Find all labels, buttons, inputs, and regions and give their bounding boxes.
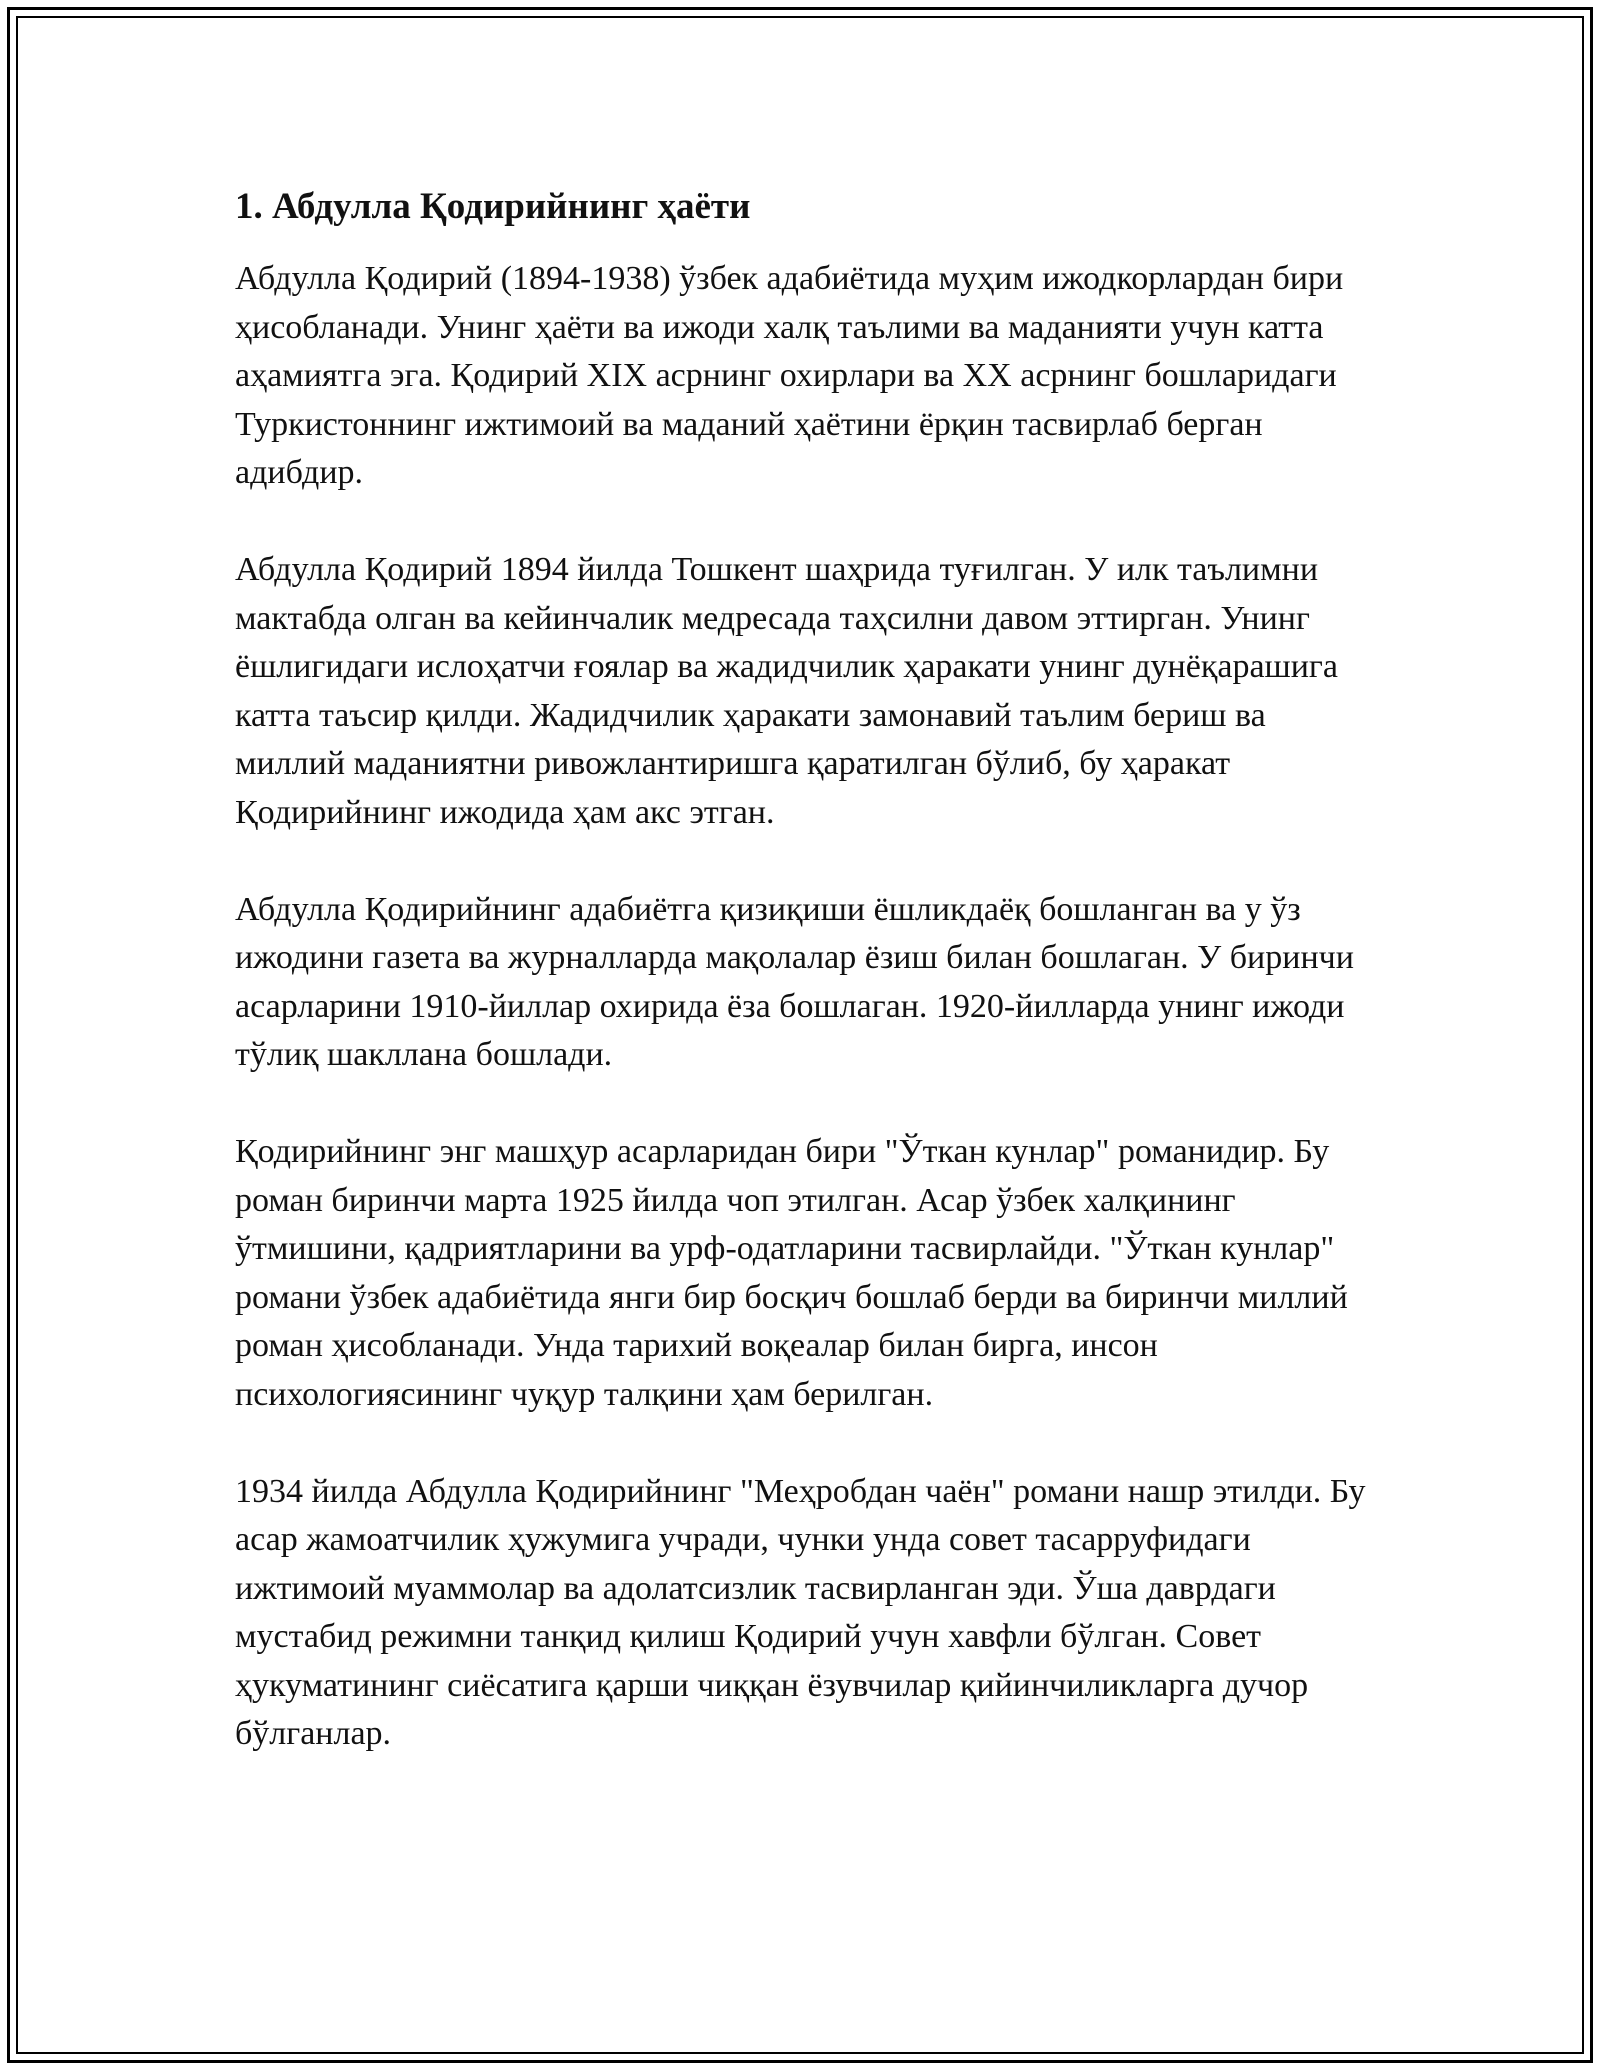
paragraph-4: Қодирийнинг энг машҳур асарларидан бири "Ўткан кунлар" романидир. Бу роман биринчи марта 1925 йилда чоп этилган. Асар ўзбек халқининг ўтмишини, қадриятларини ва урф-одатларини тасвирлайди. "Ўткан кунлар" романи ўзбек адабиётида янги бир босқич бошлаб берди ва биринчи миллий роман ҳисобланади. Унда тарихий воқеалар билан бирга, инсон психологиясининг чуқур талқини ҳам берилган. bbox=[235, 1133, 1348, 1413]
paragraph-1: Абдулла Қодирий (1894-1938) ўзбек адабиётида муҳим ижодкорлардан бири ҳисобланади. Унинг ҳаёти ва ижоди халқ таълими ва маданияти учун катта аҳамиятга эга. Қодирий XIX асрнинг охирлари ва XX асрнинг бошларидаги Туркистоннинг ижтимоий ва маданий ҳаётини ёрқин тасвирлаб берган адибдир. bbox=[235, 260, 1344, 492]
document-body bbox=[235, 183, 1375, 1807]
paragraph-2: Абдулла Қодирий 1894 йилда Тошкент шаҳрида туғилган. У илк таълимни мактабда олган ва кейинчалик медресада таҳсилни давом эттирган. Унинг ёшлигидаги ислоҳатчи ғоялар ва жадидчилик ҳаракати унинг дунёқарашига катта таъсир қилди. Жадидчилик ҳаракати замонавий таълим бериш ва миллий маданиятни ривожлантиришга қаратилган бўлиб, бу ҳаракат Қодирийнинг ижодида ҳам акс этган. bbox=[235, 551, 1338, 831]
section-heading: 1. Абдулла Қодирийнинг ҳаёти bbox=[235, 186, 751, 227]
paragraph-5: 1934 йилда Абдулла Қодирийнинг "Меҳробдан чаён" романи нашр этилди. Бу асар жамоатчилик ҳужумига учради, чунки унда совет тасарруфидаги ижтимоий муаммолар ва адолатсизлик тасвирланган эди. Ўша даврдаги мустабид режимни танқид қилиш Қодирий учун хавфли бўлган. Совет ҳукуматининг сиёсатига қарши чиққан ёзувчилар қийинчиликларга дучор бўлганлар. bbox=[235, 1472, 1366, 1753]
paragraph-3: Абдулла Қодирийнинг адабиётга қизиқиши ёшликдаёқ бошланган ва у ўз ижодини газета ва журналларда мақолалар ёзиш билан бошлаган. У биринчи асарларини 1910-йиллар охирида ёза бошлаган. 1920-йилларда унинг ижоди тўлиқ шакллана бошлади. bbox=[235, 890, 1354, 1074]
